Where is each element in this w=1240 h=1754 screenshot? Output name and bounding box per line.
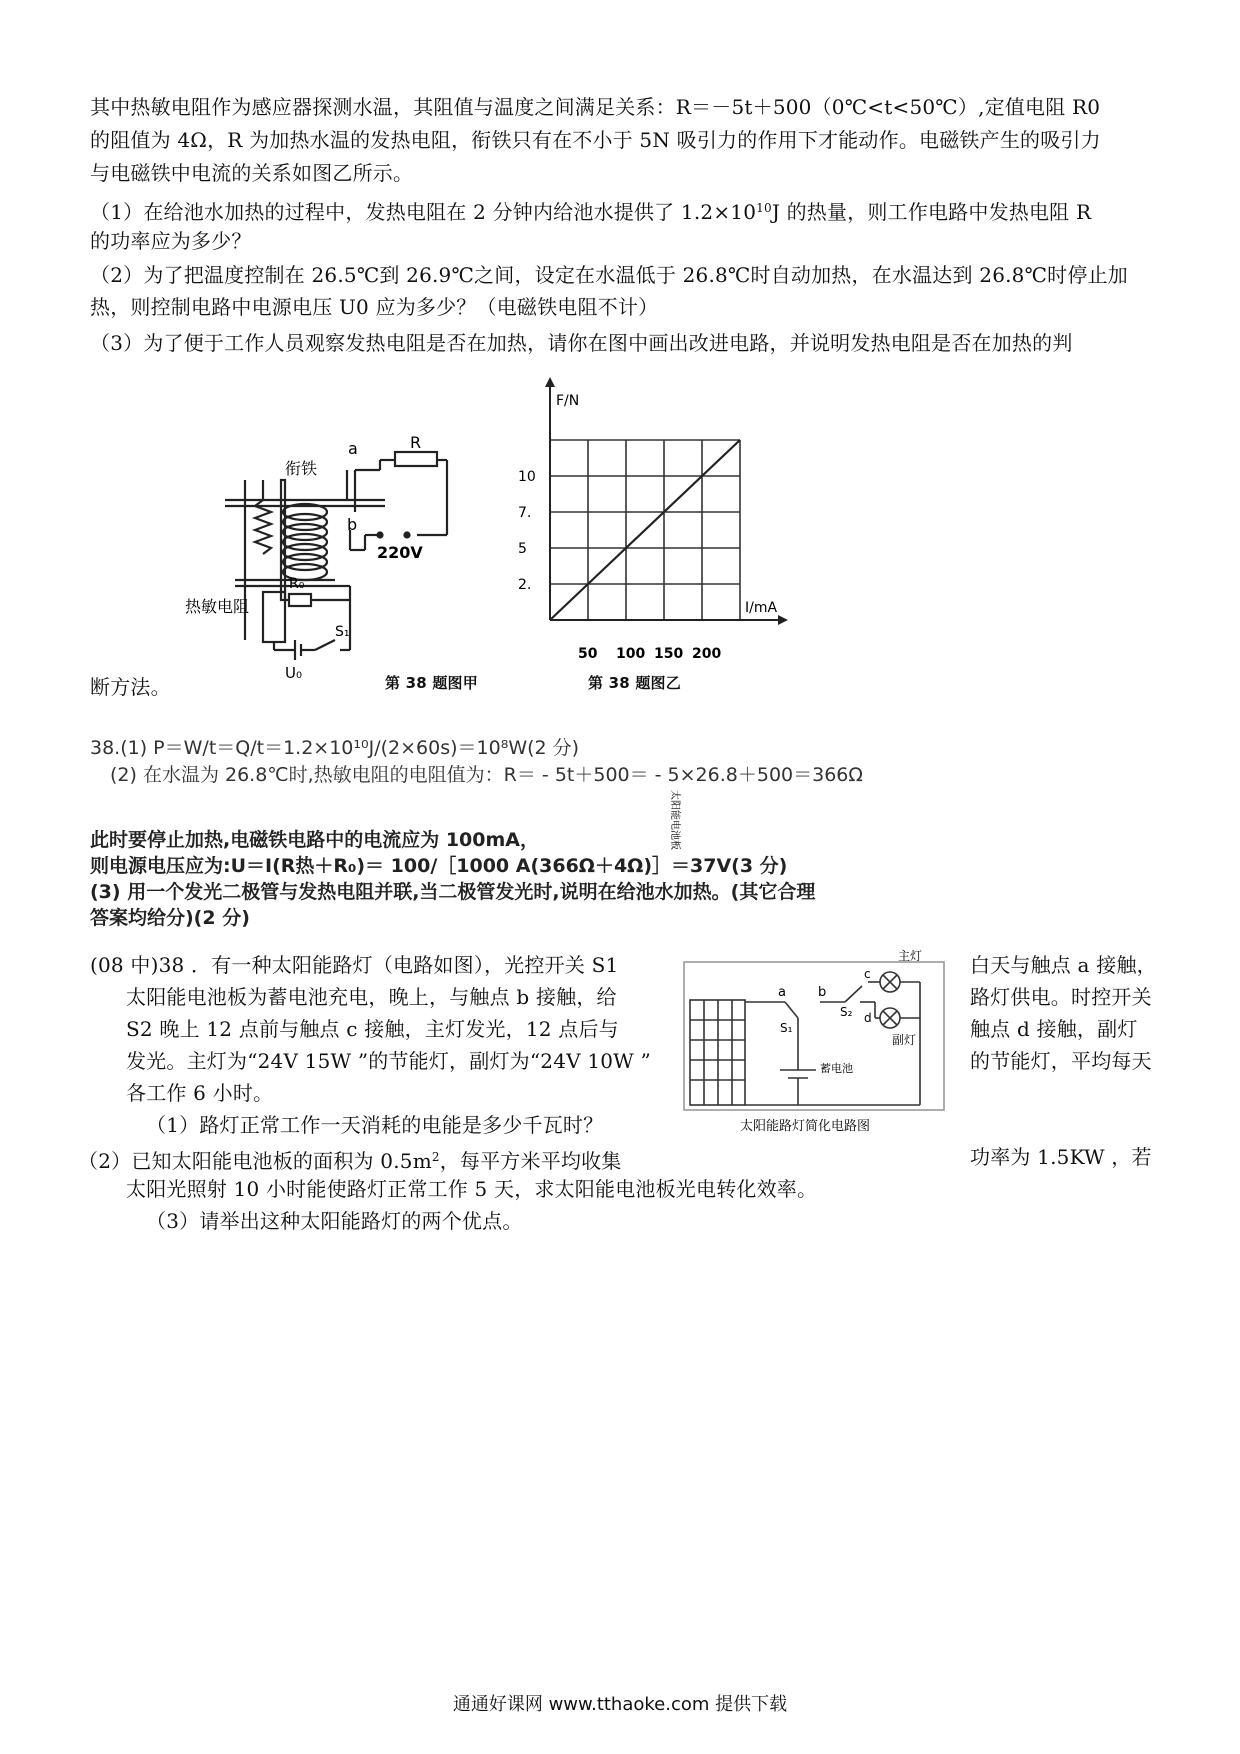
x-tick-label: 150 [654, 646, 684, 662]
switch-S1-icon [315, 640, 335, 650]
solar-line7-right: 功率为 1.5KW ，若 [970, 1145, 1152, 1169]
q38-part2-line1: （2）为了把温度控制在 26.5℃到 26.9℃之间，设定在水温低于 26.8℃时自动加热，在水温达到 26.8℃时停止加 [90, 263, 1128, 287]
label-S2: S₂ [840, 1005, 853, 1019]
label-U0: U₀ [285, 664, 302, 682]
coil-icon [283, 504, 327, 580]
q38-part2-line2: 热，则控制电路中电源电压 U0 应为多少？（电磁铁电阻不计） [90, 295, 659, 319]
series-line [550, 440, 740, 620]
q38-intro-line3: 与电磁铁中电流的关系如图乙所示。 [90, 161, 414, 185]
label-R: R [410, 433, 422, 452]
spring-icon [255, 500, 271, 554]
label-a: a [778, 985, 786, 1000]
solar-line2-left: 太阳能电池板为蓄电池充电，晚上，与触点 b 接触，给 [126, 985, 617, 1009]
label-b: b [818, 985, 827, 1000]
solar-line1-right: 白天与触点 a 接触， [970, 953, 1157, 977]
q38-part1-exponent: 10 [756, 201, 772, 215]
figure-jia-relay-circuit [185, 433, 525, 690]
answer-38-line5: (3) 用一个发光二极管与发热电阻并联,当二极管发光时,说明在给池水加热。(其它合理 [90, 881, 816, 903]
figure-solar-circuit [669, 790, 950, 1140]
label-voltage-220V: 220V [377, 543, 423, 562]
solar-line7 [78, 1142, 622, 1176]
answer-38-line1: 38.(1) P＝W/t＝Q/t＝1.2×10¹⁰J/(2×60s)＝10⁸W(2 分) [90, 737, 580, 759]
label-b: b [347, 515, 358, 534]
label-thermistor: 热敏电阻 [185, 597, 250, 616]
page-footer: 通通好课网 www.tthaoke.com 提供下载 [452, 1694, 788, 1715]
q38-part1-line1 [90, 193, 1091, 227]
heater-resistor-R [395, 452, 437, 466]
q38-intro-line2: 的阻值为 4Ω，R 为加热水温的发热电阻，衔铁只有在不小于 5N 吸引力的作用下才能动作。电磁铁产生的吸引力 [90, 128, 1101, 152]
solar-panel-icon [690, 1000, 745, 1105]
solar-line8: 太阳光照射 10 小时能使路灯正常工作 5 天，求太阳能电池板光电转化效率。 [126, 1177, 818, 1201]
solar-line2-right: 路灯供电。时控开关 [970, 985, 1152, 1009]
x-axis-label: I/mA [745, 600, 778, 616]
q38-part3-line2: 断方法。 [90, 675, 171, 699]
label-battery: 蓄电池 [820, 1062, 853, 1075]
solar-line1-left: (08 中)38 ．有一种太阳能路灯（电路如图），光控开关 S1 [90, 953, 619, 977]
answer-38-line4: 则电源电压应为:U＝I(R热＋R₀)＝ 100/［1000 A(366Ω＋4Ω)］＝37V(3 分) [90, 855, 788, 877]
x-tick-label: 50 [578, 646, 598, 662]
y-tick-label: 7. [518, 505, 532, 521]
solar-line7-mid: ，每平方米平均收集 [439, 1149, 622, 1173]
solar-figure-caption: 太阳能路灯简化电路图 [740, 1119, 871, 1134]
solar-line7-left: （2）已知太阳能电池板的面积为 0.5m [78, 1149, 432, 1173]
label-a: a [348, 439, 358, 458]
q38-part1-line2: 的功率应为多少？ [90, 229, 252, 253]
fixed-resistor-R0 [289, 594, 311, 606]
label-R0: R₀ [289, 576, 305, 592]
solar-line3-right: 触点 d 接触，副灯 [970, 1017, 1138, 1041]
label-c: c [864, 967, 871, 981]
solar-line5: 各工作 6 小时。 [126, 1081, 274, 1105]
y-tick-label: 10 [518, 469, 536, 485]
figure-jia-caption: 第 38 题图甲 [385, 674, 478, 692]
solar-line7-sup: 2 [431, 1150, 440, 1164]
label-main-lamp: 主灯 [898, 949, 923, 963]
answer-38-line6: 答案均给分)(2 分) [90, 907, 250, 929]
solar-line3-left: S2 晚上 12 点前与触点 c 接触，主灯发光，12 点后与 [126, 1017, 619, 1041]
x-tick-label: 200 [692, 646, 722, 662]
x-axis-arrow-icon [778, 615, 788, 625]
x-tick-label: 100 [616, 646, 646, 662]
solar-line4-left: 发光。主灯为“24V 15W ”的节能灯，副灯为“24V 10W ” [126, 1049, 651, 1073]
y-axis-label: F/N [556, 393, 580, 409]
figure-yi-force-current-chart [500, 375, 800, 675]
answer-38-line2: (2) 在水温为 26.8℃时,热敏电阻的电阻值为：R＝ - 5t＋500＝ - 5×26.8＋500＝366Ω [110, 764, 863, 786]
y-tick-label: 2. [518, 577, 532, 593]
switch-S2-icon [845, 986, 862, 1002]
label-panel: 太阳能电池板 [669, 790, 680, 850]
q38-part1-text-a: （1）在给池水加热的过程中，发热电阻在 2 分钟内给池水提供了 1.2×10 [90, 200, 757, 224]
solar-line4-right: 的节能灯，平均每天 [970, 1049, 1152, 1073]
y-tick-label: 5 [518, 541, 527, 557]
figure-yi-caption: 第 38 题图乙 [588, 674, 681, 692]
label-S1: S₁ [335, 624, 350, 640]
q38-intro-line1: 其中热敏电阻作为感应器探测水温，其阻值与温度之间满足关系：R＝－5t＋500（0℃<t<50℃）,定值电阻 R0 [90, 95, 1101, 119]
y-axis-arrow-icon [545, 377, 555, 387]
label-xiantie: 衔铁 [285, 459, 318, 478]
switch-S1-icon [785, 1002, 798, 1018]
label-d: d [864, 1011, 872, 1025]
q38-part1-text-b: J 的热量，则工作电路中发热电阻 R [771, 200, 1092, 224]
solar-line9: （3）请举出这种太阳能路灯的两个优点。 [146, 1209, 523, 1233]
q38-part3-line1: （3）为了便于工作人员观察发热电阻是否在加热，请你在图中画出改进电路，并说明发热电阻是否在加热的判 [90, 331, 1073, 355]
solar-line6: （1）路灯正常工作一天消耗的电能是多少千瓦时？ [146, 1113, 604, 1137]
label-sub-lamp: 副灯 [892, 1033, 917, 1047]
label-S1: S₁ [780, 1021, 793, 1035]
answer-38-line3: 此时要停止加热,电磁铁电路中的电流应为 100mA， [90, 829, 539, 851]
